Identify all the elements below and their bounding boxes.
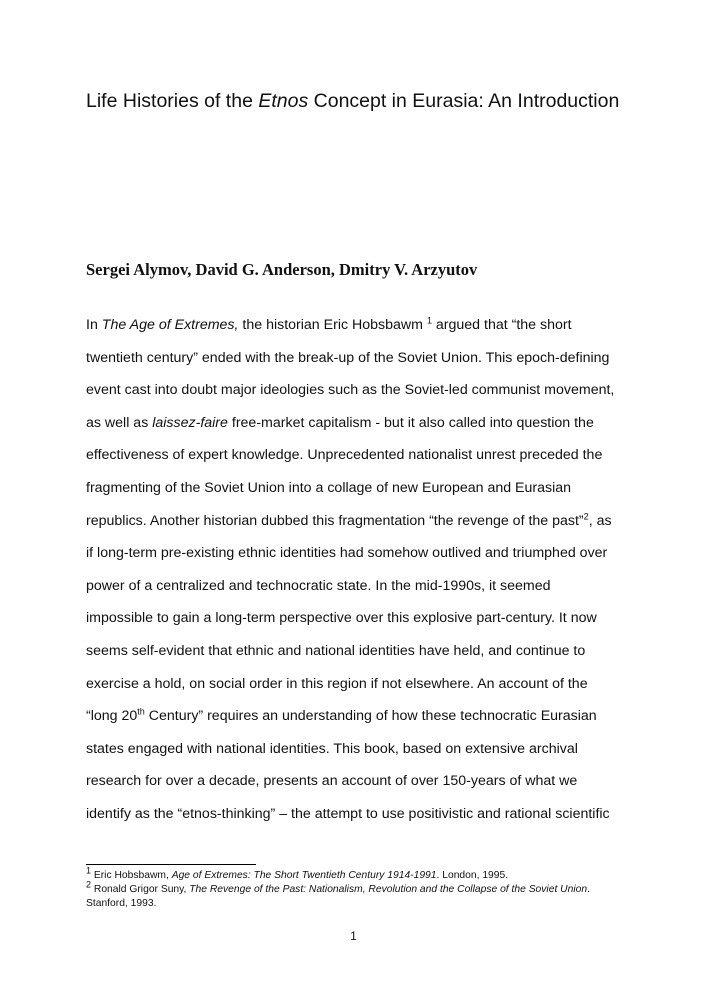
footnote-number: 1 <box>86 865 92 876</box>
footnotes <box>86 865 646 911</box>
footnote-2-continuation: Stanford, 1993. <box>86 898 157 909</box>
body-line: states engaged with national identities. This book, based on extensive archival <box>86 740 578 757</box>
body-line: “long 20th Century” requires an understanding of how these technocratic Eurasian <box>86 706 597 725</box>
body-line: effectiveness of expert knowledge. Unprecedented nationalist unrest preceded the <box>86 447 603 464</box>
book-title-italic: The Age of Extremes, <box>101 317 239 333</box>
title-text: Life Histories of the <box>86 90 259 112</box>
footnote-2: $^2$ Ronald Grigor Suny, The Revenge of the Past: Nationalism, Revolution and the Collapse of the Soviet Union. <box>86 879 590 895</box>
author-list: Sergei Alymov, David G. Anderson, Dmitry V. Arzyutov <box>86 260 478 279</box>
body-line: event cast into doubt major ideologies such as the Soviet-led communist movement, <box>86 382 615 399</box>
ordinal-suffix: th <box>137 706 145 717</box>
body-line: fragmenting of the Soviet Union into a collage of new European and Eurasian <box>86 479 572 496</box>
body-line: as well as laissez-faire free-market capitalism - but it also called into question the <box>86 414 594 431</box>
body-line: impossible to gain a long-term perspective over this explosive part-century. It now <box>86 610 597 627</box>
italic-term: laissez-faire <box>152 414 228 431</box>
body-line: identify as the “etnos-thinking” – the attempt to use positivistic and rational scientific <box>86 805 610 822</box>
title-italic-term: Etnos <box>258 90 309 112</box>
footnote-ref-2[interactable]: 2 <box>583 510 589 521</box>
page-number: 1 <box>350 929 357 943</box>
body-line: if long-term pre-existing ethnic identities had somehow outlived and triumphed over <box>86 545 608 562</box>
body-text <box>86 313 646 835</box>
footnote-ref-1[interactable]: 1 <box>426 315 432 326</box>
cited-title: Age of Extremes: The Short Twentieth Century 1914-1991 <box>171 870 437 881</box>
body-line: exercise a hold, on social order in this region if not elsewhere. An account of the <box>86 675 588 692</box>
footnote-1: $^1$ Eric Hobsbawm, Age of Extremes: The Short Twentieth Century 1914-1991. London, 1995. <box>86 865 509 881</box>
title-text-rest: Concept in Eurasia: An Introduction <box>308 90 620 112</box>
body-line: twentieth century” ended with the break-up of the Soviet Union. This epoch-defining <box>86 349 610 366</box>
chapter-title <box>86 88 666 114</box>
cited-title: The Revenge of the Past: Nationalism, Revolution and the Collapse of the Soviet Union <box>189 884 588 895</box>
body-line: power of a centralized and technocratic state. In the mid-1990s, it seemed <box>86 577 551 594</box>
body-line: seems self-evident that ethnic and national identities have held, and continue to <box>86 642 586 659</box>
body-line: research for over a decade, presents an account of over 150-years of what we <box>86 773 578 790</box>
footnote-number: 2 <box>86 879 92 890</box>
body-line: In The Age of Extremes, the historian Eric Hobsbawm $^1$ argued that “the short <box>86 315 572 333</box>
body-line: republics. Another historian dubbed this fragmentation “the revenge of the past”$^2$, as <box>86 510 612 529</box>
footnote-separator <box>86 864 256 865</box>
